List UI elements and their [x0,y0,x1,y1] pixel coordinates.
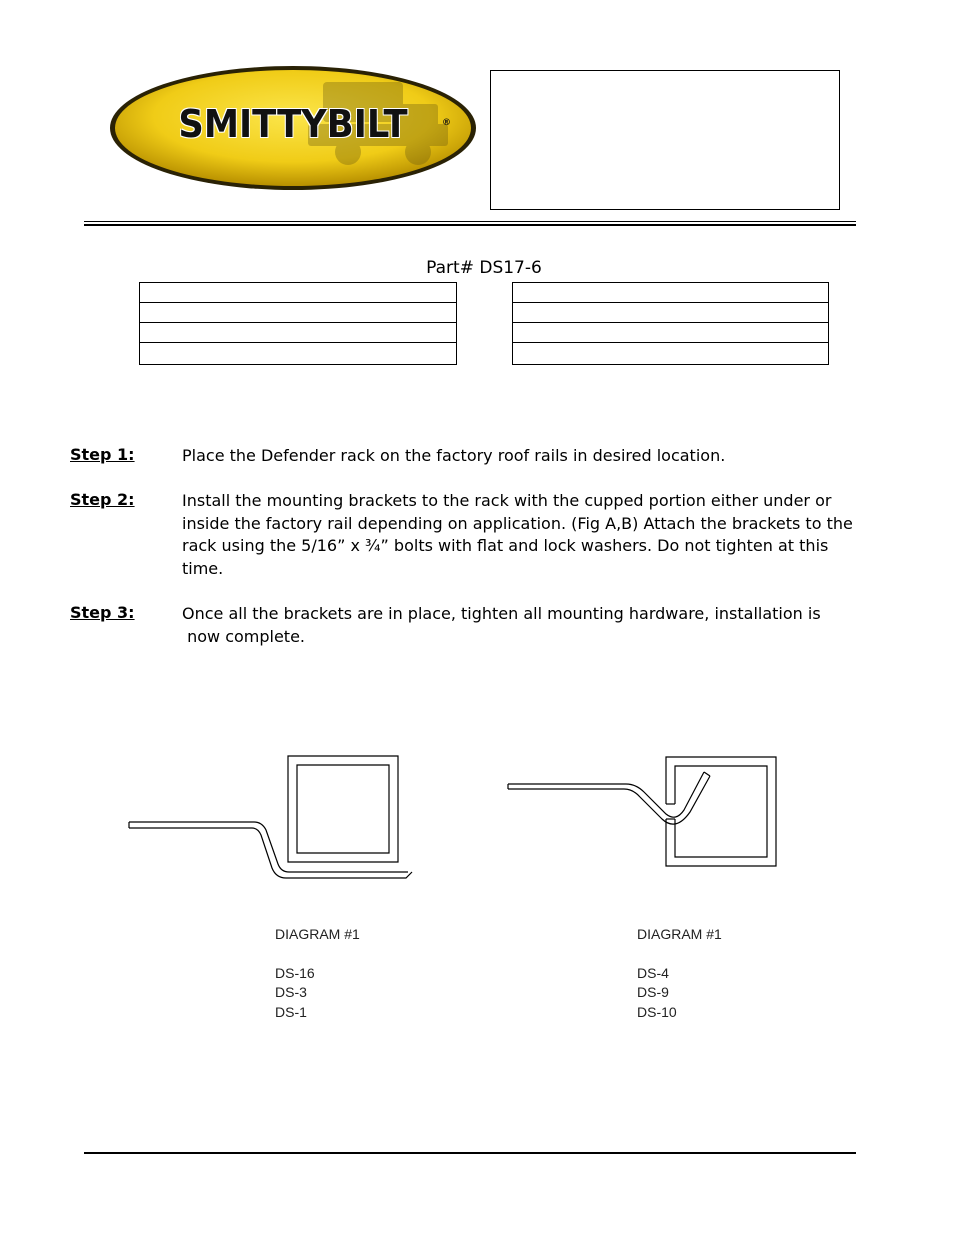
table-row [140,323,456,343]
part-number: Part# DS17-6 [426,258,542,278]
table-row [140,283,456,303]
bracket-diagram-right [506,752,781,872]
table-row [140,303,456,323]
diagram-title: DIAGRAM #1 [275,926,360,942]
step-2-line: time. [182,558,224,578]
table-row [513,323,828,343]
step-2-line: rack using the 5/16” x ¾” bolts with flat and lock washers. Do not tighten at this [182,536,829,555]
diagram-caption-right [637,925,722,1022]
step-3-label: Step 3: [70,603,135,622]
step-2-line: inside the factory rail depending on application. (Fig A,B) Attach the brackets to the [182,513,853,533]
step-1-label: Step 1: [70,445,135,464]
table-row [140,343,456,363]
step-1-text: Place the Defender rack on the factory roof rails in desired location. [182,446,726,465]
diagram-title: DIAGRAM #1 [637,926,722,942]
step-3-line: Once all the brackets are in place, tighten all mounting hardware, installation is [182,604,821,623]
step-2-line: Install the mounting brackets to the rack with the cupped portion either under or [182,491,832,510]
header-rule-thin [84,221,856,222]
bracket-diagram-left [126,752,416,882]
footer-rule [84,1152,856,1154]
table-row [513,343,828,363]
diagram-caption-left [275,925,360,1022]
parts-table-left [139,282,457,365]
smittybilt-logo [108,64,478,192]
model-code: DS-3 [275,984,307,1000]
model-code: DS-16 [275,964,315,981]
step-2-label: Step 2: [70,490,135,509]
step-3-text [182,603,882,648]
table-row [513,303,828,323]
model-code: DS-10 [637,1003,677,1020]
step-3-line: now complete. [182,626,306,646]
table-row [513,283,828,303]
step-2-text [182,490,882,580]
info-box [490,70,840,210]
model-code: DS-4 [637,964,669,981]
header-rule-thick [84,224,856,226]
parts-table-right [512,282,829,365]
registered-mark: ® [442,118,451,128]
model-code: DS-1 [275,1003,307,1020]
logo-wordmark: SMITTYBILT [178,102,408,146]
model-code: DS-9 [637,984,669,1000]
